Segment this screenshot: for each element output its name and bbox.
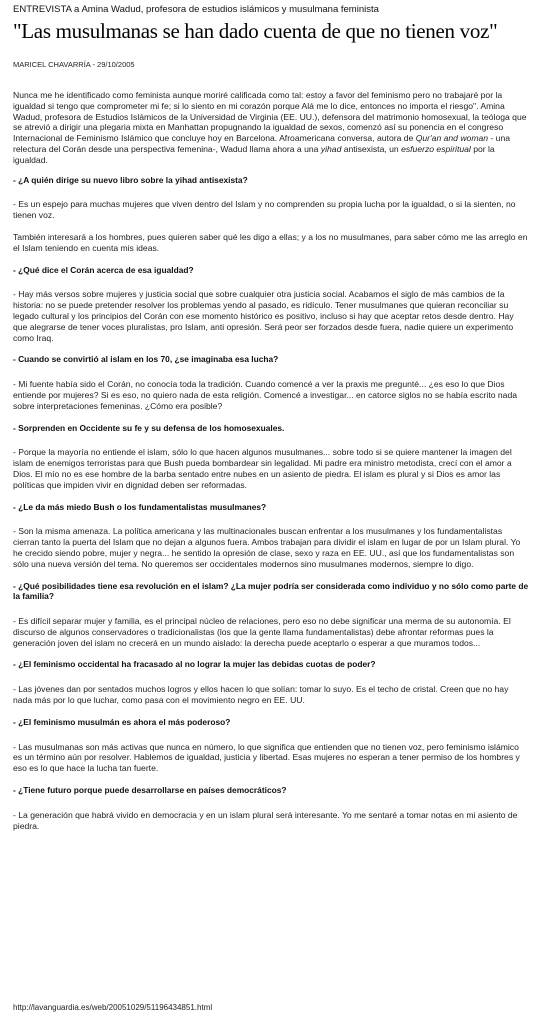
book-title: Qur'an and woman [415, 133, 489, 144]
intro-text-part3: antisexista, un [341, 143, 402, 154]
question-3: - Cuando se convirtió al islam en los 70, ¿se imaginaba esa lucha? [13, 354, 279, 365]
question-7: - ¿El feminismo occidental ha fracasado al no lograr la mujer las debidas cuotas de poder? [13, 659, 376, 670]
question-2: - ¿Qué dice el Corán acerca de esa igualdad? [13, 264, 194, 275]
answer-7: - Las jóvenes dan por sentados muchos logros y ellos hacen lo que solían: tomar lo suyo. Es el techo de cristal. Creen que no hay nada más por lo que luchar, como pasa con el movimiento negro en EE. UU. [13, 684, 509, 706]
intro-text-part1: Nunca me he identificado como feminista aunque moriré calificada como tal: estoy a favor del feminismo pero no trabajaré por la igualdad si tengo que comprometer mi fe; si lo siento en mi corazón porque Alá me lo dice, entonces no importa el riesgo". Amina Wadud, profesora de Estudios Islámicos de la Universidad de Virginia (EE. UU.), defensora del matrimonio homosexual, la teóloga que se atrevió a dirigir una plegaria mixta en Manhattan propugnando la igualdad de sexos, comenzó así su ponencia en el congreso Internacional de Feminismo Islámico que concluye hoy en Barcelona. Afroamericana conversa, autora de [13, 90, 527, 144]
question-9: - ¿Tiene futuro porque puede desarrollarse en países democráticos? [13, 785, 287, 796]
question-8: - ¿El feminismo musulmán es ahora el más poderoso? [13, 716, 231, 727]
source-url[interactable]: http://lavanguardia.es/web/20051029/51196434851.html [13, 1003, 213, 1012]
intro-text-part2: - una relectura del Corán desde una perspectiva femenina-, Wadud llama ahora a una [13, 133, 511, 154]
answer-9: - La generación que habrá vivido en democracia y en un islam plural será interesante. Yo me sentaré a tomar notas en mi asiento de piedra. [13, 809, 518, 831]
answer-1a: - Es un espejo para muchas mujeres que viven dentro del Islam y no comprenden su propia lucha por la igualdad, o si la sienten, no tienen voz. [13, 199, 516, 221]
yihad-term: yihad [320, 143, 342, 154]
spiritual-term: esfuerzo espiritual [401, 143, 471, 154]
answer-5: - Son la misma amenaza. La política americana y las multinacionales buscan enfrentar a los musulmanes y los fundamentalistas cierran tanto la puerta del Islam que no dejan a algunos fuera. Ambos trabajan para dividir el islam en lugar de por un Islam plural. Yo he crecido siendo pobre, mujer y negra... he sentido la opresión de clase, sexo y raza en EE. UU., así que los fundamentalistas son sólo una nueva versión del tema. No queremos ser occidentales modernos sino musulmanes modernos, siempre lo digo. [13, 526, 521, 569]
answer-2: - Hay más versos sobre mujeres y justicia social que sobre cualquier otra justicia social. Acabamos el siglo de más cambios de la historia: no se puede pretender resolver los problemas yendo al pasado, es ridículo. Tener musulmanes que quieran reconciliar su legado cultural y los principios del Corán con ese momento histórico es positivo, incluso si hay que aceptar retos desde dentro. Hay que alegrarse de tener voces pluralistas, pro Islam, anti opresión. Será peor ser forzados desde fuera, nadie quiere un experimento como Iraq. [13, 289, 514, 343]
question-4: - Sorprenden en Occidente su fe y su defensa de los homosexuales. [13, 422, 285, 433]
answer-6: - Es difícil separar mujer y familia, es el principal núcleo de relaciones, pero eso no debe significar una merma de su autonomía. El discurso de algunos conservadores o tradicionalistas (los que la gente llama fundamentalistas) debe afrontar reformas pues la generación joven del islam no crecerá en un mundo aislado: la derecha puede aceptarlo o esperar a que muramos todos... [13, 616, 511, 648]
intro-paragraph [13, 90, 529, 166]
question-5: - ¿Le da más miedo Bush o los fundamentalistas musulmanes? [13, 501, 267, 512]
answer-1b: También interesará a los hombres, pues quieren saber qué les digo a ellas; y a los no musulmanes, para saber cómo me las arreglo en el Islam teniendo en cuenta mis ideas. [13, 231, 528, 253]
article-kicker: ENTREVISTA a Amina Wadud, profesora de estudios islámicos y musulmana feminista [13, 4, 379, 15]
article-byline: MARICEL CHAVARRÍA - 29/10/2005 [13, 60, 135, 69]
intro-text-part4: por la igualdad. [13, 143, 495, 165]
article-body [13, 90, 529, 842]
article-headline: "Las musulmanas se han dado cuenta de que no tienen voz" [13, 19, 498, 43]
answer-8: - Las musulmanas son más activas que nunca en número, lo que significa que entienden que no tienen voz, pero feminismo islámico es un término aún por resolver. Hablemos de igualdad, justicia y libertad. Esas mujeres no esperan a tener permiso de los hombres y eso es lo que hace la lucha tan fuerte. [13, 741, 520, 774]
question-6: - ¿Qué posibilidades tiene esa revolución en el islam? ¿La mujer podría ser considerada como individuo y no sólo como parte de la familia? [13, 580, 529, 602]
answer-3: - Mi fuente había sido el Corán, no conocía toda la tradición. Cuando comencé a ver la praxis me pregunté... ¿es eso lo que Dios entiende por mujeres? Si es eso, no quiero nada de esta religión. Comencé a investigar... en catorce siglos no se había escrito nada sobre interpretaciones femeninas. ¿Cómo era posible? [13, 379, 517, 411]
question-1: - ¿A quién dirige su nuevo libro sobre la yihad antisexista? [13, 174, 248, 185]
answer-4: - Porque la mayoría no entiende el islam, sólo lo que hacen algunos musulmanes... sobre todo si se quiere mantener la imagen del islam de enemigos terroristas para que Bush pueda bombardear sin legalidad. Mi padre era ministro metodista, crecí con el amor a Dios. El mío no es ese hombre de la barba sentado entre nubes en un asiento de piedra. El islam es plural y si Dios es amor las políticas que impiden vivir en dignidad deben ser reformadas. [13, 447, 512, 490]
